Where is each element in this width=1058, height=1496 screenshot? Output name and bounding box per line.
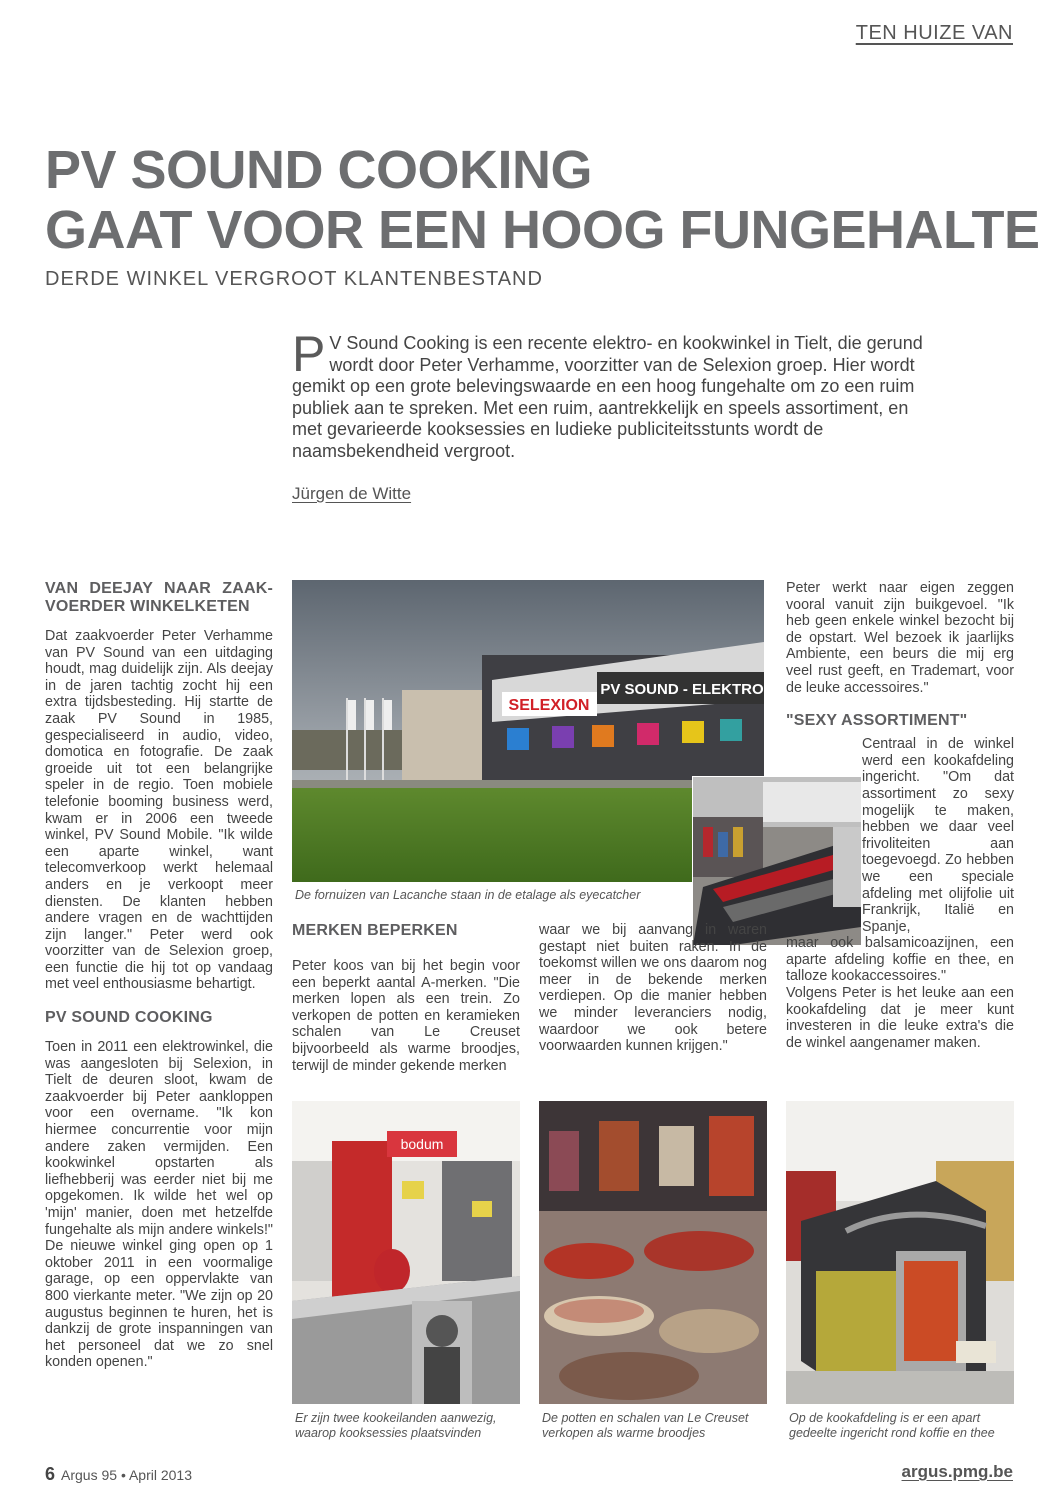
bodum-label: bodum (400, 1136, 444, 1152)
footer-website-link[interactable]: argus.pmg.be (901, 1462, 1013, 1481)
coffee-machine-image (786, 1101, 1014, 1404)
dropcap: P (292, 326, 326, 382)
heading-merken-beperken: MERKEN BEPERKEN (292, 922, 458, 939)
selexion-sign: SELEXION (508, 697, 590, 714)
cooking-island-photo (292, 1101, 520, 1404)
author-byline: Jürgen de Witte (292, 484, 412, 503)
paragraph-col3: waar we bij aanvang in waren gestapt niet buiten raken. In de toekomst willen we ons daarom nog meer in de bekende merken verdiepen. Op die manier hebben we minder leveranciers nodig, waardoor we ook betere voorwaarden kunnen krijgen." (539, 922, 767, 1055)
le-creuset-caption: De potten en schalen van Le Creuset verkopen als warme broodjes (542, 1411, 749, 1440)
paragraph-kookafdeling-continued: maar ook balsamicoazijnen, een aparte afdeling koffie en thee, en talloze kookaccessoires." (786, 935, 1014, 985)
cooking-island-image (292, 1101, 520, 1404)
article-title (45, 140, 1040, 260)
column-1 (45, 580, 273, 1371)
intro-text: V Sound Cooking is een recente elektro- en kookwinkel in Tielt, die gerund wordt door Peter Verhamme, voorzitter van de Selexion groep. Hier wordt gemikt op een grote belevingswaarde en een hoog fungehalte om zo een ruim publiek aan te spreken. Met een ruim, aantrekkelijk en speels assortiment, en met gevarieerde kooksessies en ludieke publiciteitsstunts wordt de naamsbekendheid vergroot. (292, 333, 923, 461)
store-photo-caption: De fornuizen van Lacanche staan in de etalage als eyecatcher (295, 888, 641, 902)
le-creuset-image (539, 1101, 767, 1404)
paragraph-buikgevoel: Peter werkt naar eigen zeggen vooral vanuit zijn buikgevoel. "Ik heb geen enkele winkel bezocht bij de opstart. Wel bezoek ik jaarlijks Ambiente, een beurs die mij erg veel rust geeft, en Trademart, voor de leuke accessoires." (786, 580, 1014, 696)
title-line-1: PV SOUND COOKING (45, 140, 593, 200)
paragraph-merken-beperken: Peter koos van bij het begin voor een beperkt aantal A-merken. "Die merken lopen als een trein. Zo verkopen de potten en keramieken schalen van Le Creuset bijvoorbeeld als warme broodjes, terwijl de minder gekende merken (292, 958, 520, 1074)
paragraph-pv-sound-cooking: Toen in 2011 een elektrowinkel, die was aangesloten bij Selexion, in Tielt de deuren sloot, kwam de zaakvoerder bij Peter aankloppen voor een overname. "Ik kon hiermee concurrentie voor mijn andere zaken vermijden. Een kookwinkel opstarten als liefhebberij was eerder niet bij me opgekomen. Ik wilde het wel op 'mijn' manier, doen met hetzelfde fungehalte als mijn andere winkels!" De nieuwe winkel ging open op 1 oktober 2011 in een voormalige garage, op een oppervlakte van 800 vierkante meter. "We zijn op 20 augustus beginnen te huren, het is dankzij de grote inspanningen van het personeel dat we zo snel konden openen." (45, 1039, 273, 1371)
heading-pv-sound-cooking: PV SOUND COOKING (45, 1009, 213, 1027)
section-tag: TEN HUIZE VAN (855, 22, 1013, 44)
column-3 (539, 922, 767, 1055)
page-number: 6 (45, 1464, 56, 1484)
title-line-2: GAAT VOOR EEN HOOG FUNGEHALTE (45, 200, 1040, 260)
intro-paragraph (292, 326, 932, 462)
heading-deejay: VAN DEEJAY NAAR ZAAK-VOERDER WINKELKETEN (45, 580, 273, 615)
paragraph-leuke-extras: Volgens Peter is het leuke aan een kookafdeling dat je meer kunt investeren in die leuke extra's die de winkel aangenamer maken. (786, 985, 1014, 1051)
footer-issue-info (45, 1464, 192, 1485)
article-subtitle: DERDE WINKEL VERGROOT KLANTENBESTAND (45, 268, 543, 290)
paragraph-deejay: Dat zaakvoerder Peter Verhamme van PV Sound van een uitdaging houdt, mag duidelijk zijn. Als deejay in de jaren tachtig zocht hij een extra tijdsbesteding. Hij startte de zaak PV Sound in 1985, gespecialiseerd in audio, video, domotica en fotografie. De zaak groeide uit tot een belangrijke speler in de regio. Toen mobiele telefonie booming business werd, kwam er in 2006 een tweede winkel, PV Sound Mobile. "Ik wilde een aparte winkel, want telecomverkoop werkt helemaal anders en je verkoopt meer diensten. De klanten hebben andere vragen en de wachttijden zijn langer." Peter werd ook voorzitter van de Selexion groep, een functie die hij tot op vandaag met veel enthousiasme behartigt. (45, 628, 273, 993)
heading-sexy-assortiment: "SEXY ASSORTIMENT" (786, 712, 968, 730)
column-2 (292, 922, 520, 1074)
le-creuset-photo (539, 1101, 767, 1404)
coffee-machine-caption: Op de kookafdeling is er een apart gedeelte ingericht rond koffie en thee (789, 1411, 995, 1440)
column-4 (786, 580, 1014, 1051)
issue-label: Argus 95 • April 2013 (61, 1467, 192, 1483)
pv-sound-sign: PV SOUND - ELEKTRO (600, 681, 764, 698)
cooking-island-caption: Er zijn twee kookeilanden aanwezig, waarop kooksessies plaatsvinden (295, 1411, 497, 1440)
coffee-machine-photo (786, 1101, 1014, 1404)
paragraph-kookafdeling: Centraal in de winkel werd een kookafdeling ingericht. "Om dat assortiment zo sexy mogelijk te maken, hebben we daar veel frivoliteiten aan toegevoegd. Zo hebben we een speciale afdeling met olijfolie uit Frankrijk, Italië en Spanje, (862, 736, 1014, 935)
